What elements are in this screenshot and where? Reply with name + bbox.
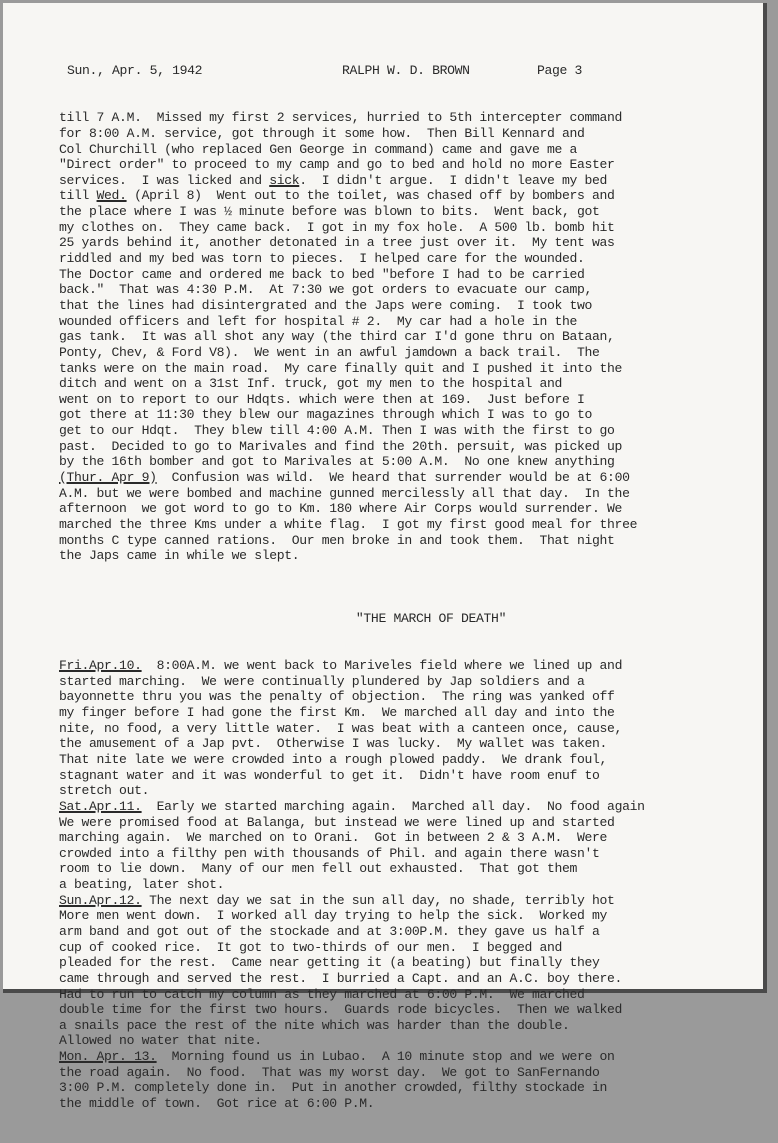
text-line: nite, no food, a very little water. I was beat with a canteen once, cause, bbox=[59, 720, 623, 736]
text-line: a beating, later shot. bbox=[59, 877, 225, 893]
text-line: bayonnette thru you was the penalty of objection. The ring was yanked off bbox=[59, 689, 615, 705]
underlined-phrase: Wed. bbox=[96, 188, 127, 204]
entry-date: Fri.Apr.10. bbox=[59, 658, 142, 674]
text-line: marched the three Kms under a white flag. I got my first good meal for three bbox=[59, 516, 638, 532]
text-line: started marching. We were continually plundered by Jap soldiers and a bbox=[59, 673, 585, 689]
text-line: (Thur. Apr 9) Confusion was wild. We heard that surrender would be at 6:00 bbox=[59, 470, 630, 485]
text-line: That nite late we were crowded into a rough plowed paddy. We drank foul, bbox=[59, 751, 608, 767]
header-page-number: Page 3 bbox=[537, 63, 583, 79]
text-line: The Doctor came and ordered me back to bed "before I had to be carried bbox=[59, 266, 585, 282]
text-line: room to lie down. Many of our men fell out exhausted. That got them bbox=[59, 861, 578, 877]
text-line: riddled and my bed was torn to pieces. I helped care for the wounded. bbox=[59, 251, 585, 267]
text-line: We were promised food at Balanga, but instead we were lined up and started bbox=[59, 814, 615, 830]
text-line: Col Churchill (who replaced Gen George in command) came and gave me a bbox=[59, 141, 578, 157]
text-line: went on to report to our Hdqts. which were then at 169. Just before I bbox=[59, 391, 585, 407]
entry-lead-text: Morning found us in Lubao. A 10 minute stop and we were on bbox=[156, 1049, 615, 1065]
text-line: Had to run to catch my column as they marched at 6:00 P.M. We marched bbox=[59, 986, 585, 1002]
text-line: cup of cooked rice. It got to two-thirds of our men. I begged and bbox=[59, 939, 563, 955]
text-line: the amusement of a Jap pvt. Otherwise I was lucky. My wallet was taken. bbox=[59, 736, 608, 752]
text-line: my clothes on. They came back. I got in my fox hole. A 500 lb. bomb hit bbox=[59, 219, 615, 235]
header-author: RALPH W. D. BROWN bbox=[342, 63, 470, 79]
text-line: came through and served the rest. I burried a Capt. and an A.C. boy there. bbox=[59, 970, 623, 986]
text-line: double time for the first two hours. Guards rode bicycles. Then we walked bbox=[59, 1002, 623, 1018]
entry-first-line bbox=[59, 799, 763, 815]
text-line: the road again. No food. That was my worst day. We got to SanFernando bbox=[59, 1064, 600, 1080]
text-line: tanks were on the main road. My care finally quit and I pushed it into the bbox=[59, 360, 623, 376]
text-line: back." That was 4:30 P.M. At 7:30 we got orders to evacuate our camp, bbox=[59, 282, 593, 298]
text-line: Allowed no water that nite. bbox=[59, 1033, 262, 1049]
entry-date: Sun.Apr.12. bbox=[59, 892, 142, 908]
section-title: "THE MARCH OF DEATH" bbox=[355, 611, 507, 627]
entry-lead-text: Early we started marching again. Marched all day. No food again bbox=[141, 798, 645, 814]
text-line: 25 yards behind it, another detonated in a tree just over it. My tent was bbox=[59, 235, 615, 251]
text-line: wounded officers and left for hospital # 2. My car had a hole in the bbox=[59, 313, 578, 329]
entry-date: Mon. Apr. 13. bbox=[59, 1049, 157, 1065]
text-line: got there at 11:30 they blew our magazines through which I was to go to bbox=[59, 407, 593, 423]
document-page bbox=[3, 3, 767, 1112]
text-line: the middle of town. Got rice at 6:00 P.M. bbox=[59, 1096, 375, 1112]
text-line: till Wed. (April 8) Went out to the toilet, was chased off by bombers and bbox=[59, 188, 615, 204]
text-line: pleaded for the rest. Came near getting it (a beating) but finally they bbox=[59, 955, 600, 971]
text-line: "Direct order" to proceed to my camp and go to bed and hold no more Easter bbox=[59, 157, 615, 173]
text-line: crowded into a filthy pen with thousands of Phil. and again there wasn't bbox=[59, 845, 600, 861]
text-line: gas tank. It was all shot any way (the third car I'd gone thru on Bataan, bbox=[59, 329, 615, 345]
text-line: get to our Hdqt. They blew till 4:00 A.M. Then I was with the first to go bbox=[59, 423, 615, 439]
march-entries bbox=[59, 658, 763, 1112]
text-line: till 7 A.M. Missed my first 2 services, hurried to 5th intercepter command bbox=[59, 110, 623, 126]
diary-paragraph bbox=[59, 110, 763, 564]
entry-first-line bbox=[59, 1049, 763, 1065]
entry-date: Sat.Apr.11. bbox=[59, 798, 142, 814]
page-header bbox=[59, 63, 763, 79]
diary-entry bbox=[59, 1049, 763, 1112]
text-line: Ponty, Chev, & Ford V8). We went in an awful jamdown a back trail. The bbox=[59, 344, 600, 360]
entry-lead-text: The next day we sat in the sun all day, no shade, terribly hot bbox=[141, 892, 615, 908]
text-line: by the 16th bomber and got to Marivales at 5:00 A.M. No one knew anything bbox=[59, 454, 615, 470]
text-line: stretch out. bbox=[59, 783, 150, 799]
header-date: Sun., Apr. 5, 1942 bbox=[67, 63, 203, 79]
typewritten-text bbox=[59, 32, 763, 1143]
entry-first-line bbox=[59, 658, 763, 674]
text-line: stagnant water and it was wonderful to get it. Didn't have room enuf to bbox=[59, 767, 600, 783]
text-line: ditch and went on a 31st Inf. truck, got my men to the hospital and bbox=[59, 376, 563, 392]
text-line: A.M. but we were bombed and machine gunned mercilessly all that day. In the bbox=[59, 485, 630, 501]
text-line: 3:00 P.M. completely done in. Put in another crowded, filthy stockade in bbox=[59, 1080, 608, 1096]
underlined-phrase: (Thur. Apr 9) bbox=[59, 470, 157, 485]
text-line: a snails pace the rest of the nite which was harder than the double. bbox=[59, 1017, 570, 1033]
text-line: that the lines had disintergrated and the Japs were coming. I took two bbox=[59, 297, 593, 313]
diary-entry bbox=[59, 893, 763, 1049]
text-line: afternoon we got word to go to Km. 180 where Air Corps would surrender. We bbox=[59, 501, 623, 517]
diary-entry bbox=[59, 658, 763, 799]
underlined-phrase: sick bbox=[269, 172, 300, 188]
text-line: marching again. We marched on to Orani. Got in between 2 & 3 A.M. Were bbox=[59, 830, 608, 846]
text-line: months C type canned rations. Our men broke in and took them. That night bbox=[59, 532, 615, 548]
text-line: More men went down. I worked all day trying to help the sick. Worked my bbox=[59, 908, 608, 924]
entry-lead-text: 8:00A.M. we went back to Mariveles field where we lined up and bbox=[141, 658, 623, 674]
text-line: past. Decided to go to Marivales and find the 20th. persuit, was picked up bbox=[59, 438, 623, 454]
text-line: the Japs came in while we slept. bbox=[59, 548, 300, 564]
diary-entry bbox=[59, 799, 763, 893]
text-line: the place where I was ½ minute before was blown to bits. Went back, got bbox=[59, 204, 600, 220]
text-line: for 8:00 A.M. service, got through it some how. Then Bill Kennard and bbox=[59, 125, 585, 141]
text-line: arm band and got out of the stockade and at 3:00P.M. they gave us half a bbox=[59, 924, 600, 939]
text-line: services. I was licked and sick. I didn't argue. I didn't leave my bed bbox=[59, 172, 608, 188]
entry-first-line bbox=[59, 893, 763, 909]
text-line: my finger before I had gone the first Km. We marched all day and into the bbox=[59, 705, 615, 721]
